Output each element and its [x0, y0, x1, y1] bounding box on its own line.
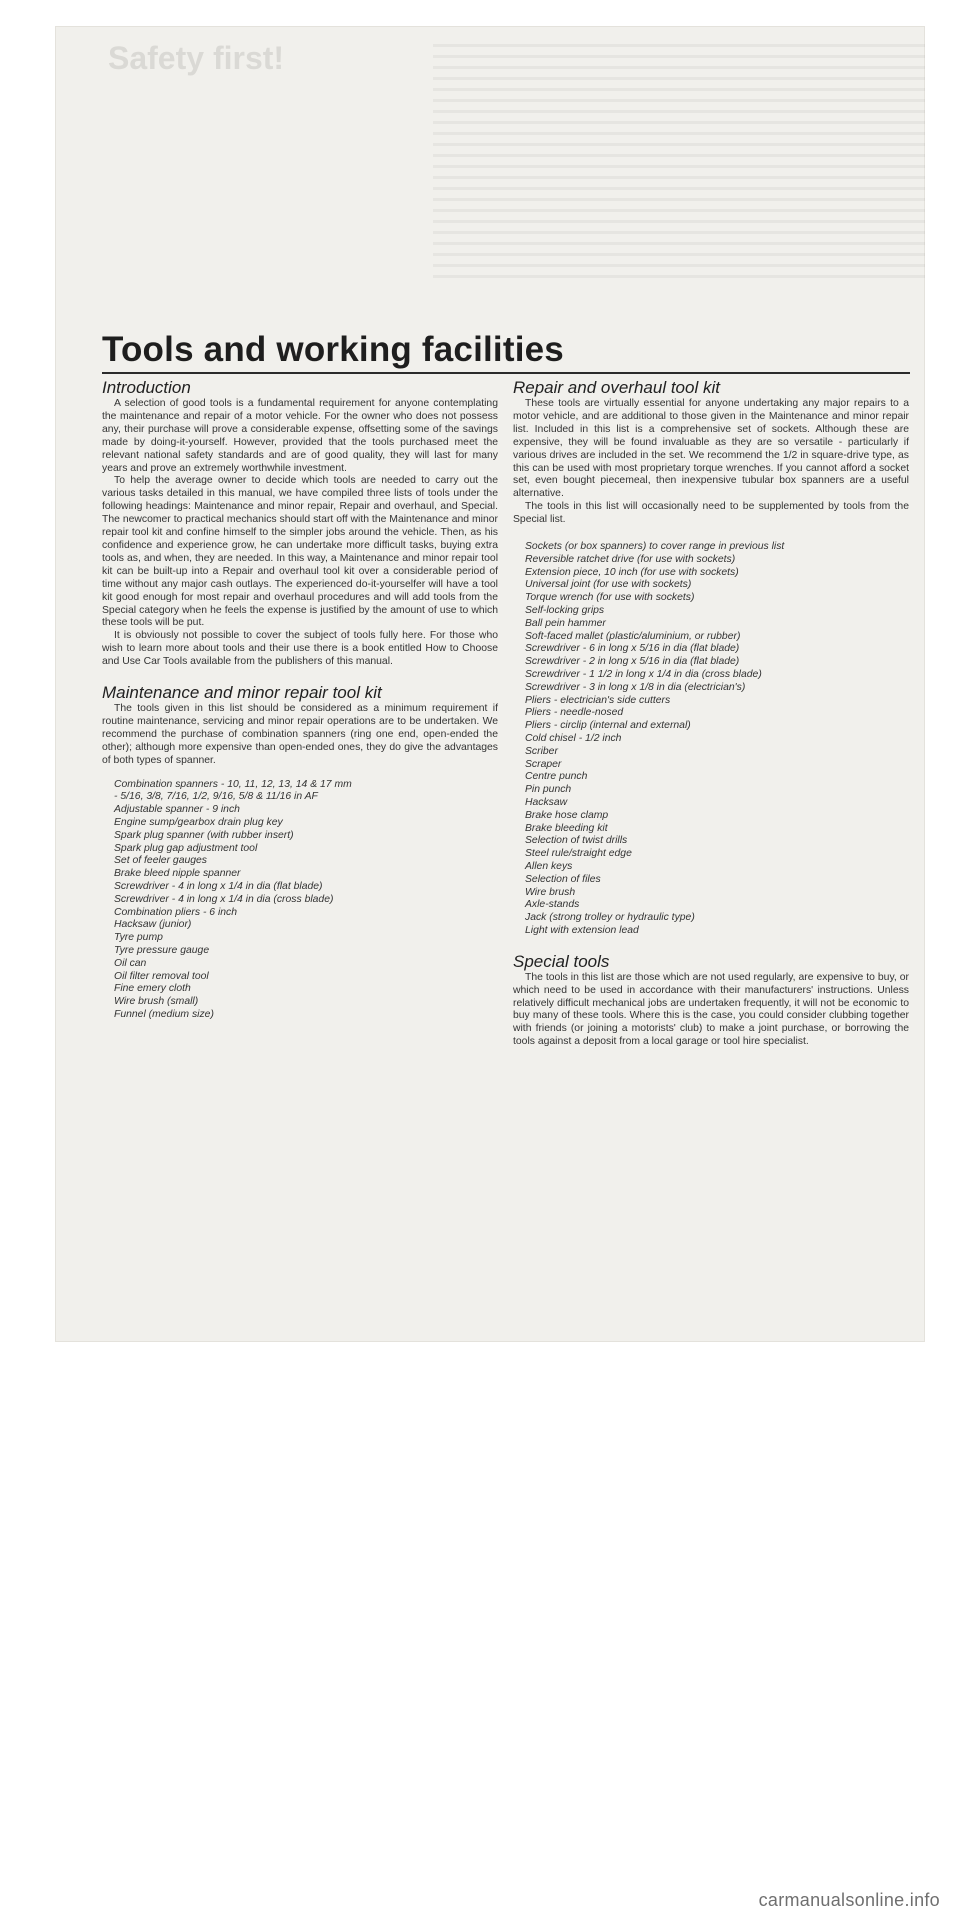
list-item: Steel rule/straight edge	[525, 848, 632, 860]
bleed-through-heading: Safety first!	[108, 40, 285, 76]
list-item: Combination pliers - 6 inch	[114, 906, 238, 918]
list-item: Tyre pump	[114, 932, 163, 944]
list-item: Sockets (or box spanners) to cover range in previous list	[525, 541, 785, 553]
list-item: Scriber	[525, 745, 558, 757]
introduction-paragraph-1: A selection of good tools is a fundamental requirement for anyone contemplating the maintenance and repair of a motor vehicle. For the owner who does not possess any, their purchase will prove a considerable expense, offsetting some of the savings made by doing-it-yourself. However, provided that the tools purchased meet the relevant national safety standards and are of good quality, they will last for many years and prove an extremely worthwhile investment.	[102, 398, 498, 474]
list-item: Brake bleed nipple spanner	[114, 868, 241, 880]
special-paragraph: The tools in this list are those which are not used regularly, are expensive to buy, or which need to be used in accordance with their manufacturers' instructions. Unless relatively difficult mechanical jobs are undertaken frequently, it will not be economic to buy many of these tools. Where this is the case, you could consider clubbing together with friends (or joining a motorists' club) to make a joint purchase, or borrowing the tools against a deposit from a local garage or tool hire specialist.	[513, 971, 909, 1048]
list-item: Selection of twist drills	[525, 835, 628, 847]
list-item: Screwdriver - 3 in long x 1/8 in dia (electrician's)	[525, 681, 746, 693]
list-item: Screwdriver - 1 1/2 in long x 1/4 in dia (cross blade)	[525, 669, 762, 681]
list-item: Fine emery cloth	[114, 983, 191, 995]
maintenance-heading: Maintenance and minor repair tool kit	[102, 683, 382, 703]
right-column	[513, 378, 909, 1049]
list-item: Jack (strong trolley or hydraulic type)	[525, 912, 695, 924]
footer-watermark: carmanualsonline.info	[758, 1890, 940, 1910]
list-item: Wire brush	[525, 886, 576, 898]
list-item: Pliers - circlip (internal and external)	[525, 720, 691, 732]
list-item: Screwdriver - 6 in long x 5/16 in dia (flat blade)	[525, 643, 740, 655]
list-item: Hacksaw (junior)	[114, 919, 192, 931]
maintenance-paragraph: The tools given in this list should be considered as a minimum requirement if routine maintenance, servicing and minor repair operations are to be undertaken. We recommend the purchase of combination spanners (ring one end, open-ended the other); although more expensive than open-ended ones, they do give the advantages of both types of spanner.	[102, 703, 498, 766]
list-item: Funnel (medium size)	[114, 1008, 214, 1020]
list-item: Ball pein hammer	[525, 617, 606, 629]
list-item: Self-locking grips	[525, 605, 605, 617]
list-item: Set of feeler gauges	[114, 855, 208, 867]
list-item: Wire brush (small)	[114, 996, 199, 1008]
list-item: Pliers - needle-nosed	[525, 707, 624, 719]
list-item: Combination spanners - 10, 11, 12, 13, 14 & 17 mm	[114, 778, 352, 790]
list-item: Engine sump/gearbox drain plug key	[114, 816, 283, 828]
list-item: Screwdriver - 4 in long x 1/4 in dia (cross blade)	[114, 893, 334, 905]
list-item: Oil filter removal tool	[114, 970, 209, 982]
list-item: Allen keys	[525, 860, 573, 872]
list-item: Oil can	[114, 957, 147, 969]
list-item: Reversible ratchet drive (for use with sockets)	[525, 553, 736, 565]
special-heading: Special tools	[513, 951, 610, 971]
bleed-through-area	[105, 44, 925, 284]
list-item: Extension piece, 10 inch (for use with sockets)	[525, 566, 739, 578]
list-item: Brake hose clamp	[525, 809, 609, 821]
introduction-paragraph-3: It is obviously not possible to cover the subject of tools fully here. For those who wish to learn more about tools and their use there is a book entitled How to Choose and Use Car Tools available from the publishers of this manual.	[102, 630, 498, 668]
list-item: Scraper	[525, 758, 562, 770]
list-item: Spark plug spanner (with rubber insert)	[114, 829, 294, 841]
repair-heading: Repair and overhaul tool kit	[513, 378, 720, 397]
list-item: Spark plug gap adjustment tool	[114, 842, 258, 854]
list-item: Pliers - electrician's side cutters	[525, 694, 671, 706]
introduction-paragraph-2: To help the average owner to decide which tools are needed to carry out the various tasks detailed in this manual, we have compiled three lists of tools under the following headings: Maintenance and minor repair, Repair and overhaul, and Special. The newcomer to practical mechanics should start off with the Maintenance and minor repair tool kit and confine himself to the simpler jobs around the vehicle. Then, as his confidence and experience grow, he can undertake more difficult tasks, buying extra tools as, and when, they are needed. In this way, a Maintenance and minor repair tool kit can be built-up into a Repair and overhaul tool kit over a considerable period of time without any major cash outlays. The experienced do-it-yourselfer will have a tool kit good enough for most repair and overhaul procedures and will add tools from the Special category when he feels the expense is justified by the amount of use to which these tools will be put.	[102, 475, 498, 629]
page-title: Tools and working facilities	[102, 330, 564, 369]
list-item: Soft-faced mallet (plastic/aluminium, or rubber)	[525, 630, 741, 642]
list-item: Brake bleeding kit	[525, 822, 608, 834]
repair-tool-list	[513, 541, 909, 938]
repair-paragraph-1: These tools are virtually essential for anyone undertaking any major repairs to a motor vehicle, and are additional to those given in the Maintenance and minor repair list. Included in this list is a comprehensive set of sockets. Although these are expensive, they will be found invaluable as they are so versatile - particularly if various drives are included in the set. We recommend the 1/2 in square-drive type, as this can be used with most proprietary torque wrenches. If you cannot afford a socket set, even bought piecemeal, then inexpensive tubular box spanners are a useful alternative.	[513, 398, 909, 500]
repair-paragraph-2: The tools in this list will occasionally need to be supplemented by tools from the Special list.	[513, 501, 909, 526]
list-item: Cold chisel - 1/2 inch	[525, 733, 622, 745]
left-column	[102, 378, 498, 1022]
maintenance-tool-list	[102, 779, 498, 1022]
list-item: Tyre pressure gauge	[114, 944, 210, 956]
list-item: Adjustable spanner - 9 inch	[114, 804, 240, 816]
list-item: Pin punch	[525, 784, 572, 796]
list-item: Centre punch	[525, 771, 588, 783]
list-item: Axle-stands	[525, 899, 580, 911]
list-item: Hacksaw	[525, 797, 568, 808]
introduction-heading: Introduction	[102, 378, 191, 397]
list-item: Screwdriver - 4 in long x 1/4 in dia (flat blade)	[114, 880, 323, 892]
list-item: Torque wrench (for use with sockets)	[525, 592, 695, 604]
list-item: Light with extension lead	[525, 924, 639, 936]
list-item: Universal joint (for use with sockets)	[525, 579, 692, 591]
list-item: Screwdriver - 2 in long x 5/16 in dia (flat blade)	[525, 656, 740, 668]
list-item: - 5/16, 3/8, 7/16, 1/2, 9/16, 5/8 & 11/16 in AF	[114, 791, 318, 803]
title-rule	[102, 372, 910, 374]
list-item: Selection of files	[525, 873, 601, 885]
